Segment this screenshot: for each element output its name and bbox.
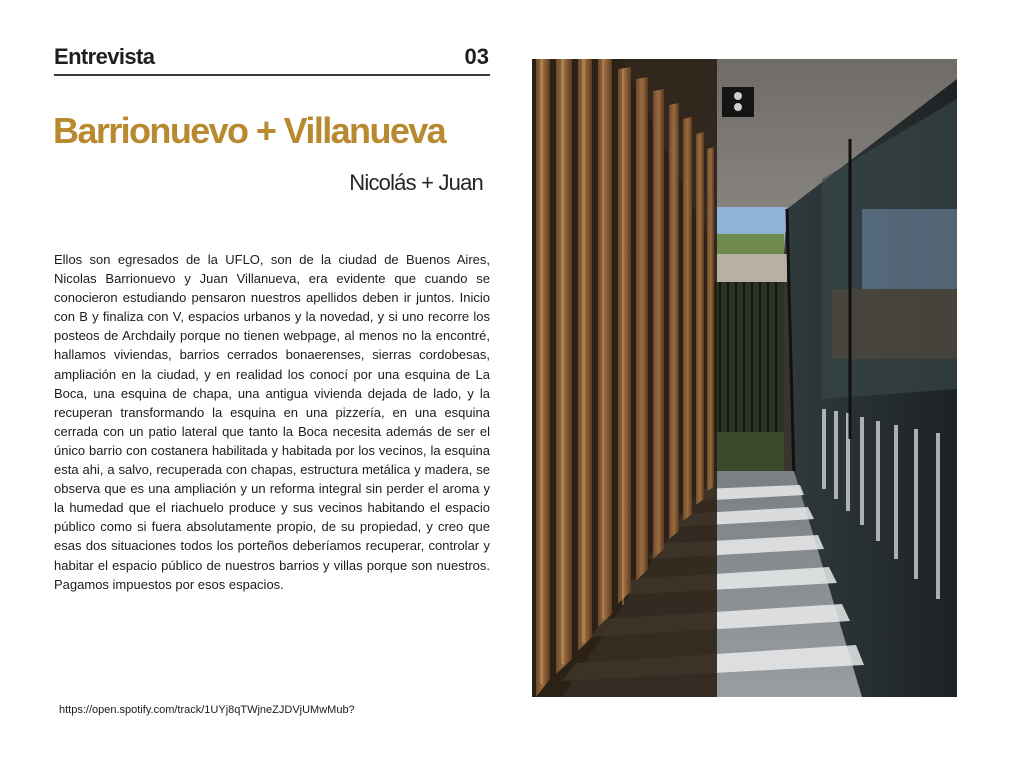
article-subtitle: Nicolás + Juan bbox=[349, 170, 483, 195]
page-header bbox=[54, 42, 490, 76]
page-number: 03 bbox=[464, 44, 489, 69]
spotify-link[interactable]: https://open.spotify.com/track/1UYj8qTWjneZJDVjUMwMub? bbox=[59, 704, 355, 716]
section-label: Entrevista bbox=[54, 44, 155, 69]
corridor-photo bbox=[532, 59, 957, 697]
article-title: Barrionuevo + Villanueva bbox=[53, 110, 446, 151]
article-body: Ellos son egresados de la UFLO, son de la ciudad de Buenos Aires, Nicolas Barrionuevo y Juan Villanueva, era evidente que cuando se conocieron estudiando pensaron nuestros apellidos deben ir juntos. Inicio con B y finaliza con V, espacios urbanos y la novedad, y si uno recorre los posteos de Archdaily porque no tienen webpage, al menos no la encontré, hallamos viviendas, barrios cerrados bonaerenses, sierras cordobesas, ampliación en la ciudad, y en realidad los conocí por una esquina de La Boca, una esquina de chapa, una antigua vivienda dejada de lado, y la recuperan transformando la esquina en una pizzería, en una esquina cerrada con un patio lateral que tanto la Boca necesita además de ser el único barrio con costanera habilitada y habitada por los vecinos, la esquina esta ahi, a salvo, recuperada con chapas, estructura metálica y madera, se observa que es una ampliación y un reforma integral sin perder el aroma y la humedad que el riachuelo produce y sus vecinos habitando el espacio público como si fuera absolutamente propio, de su propiedad, y creo que esas dos situaciones todos los porteños deberíamos recuperar, controlar y habitar el espacio público de nuestros barrios y villas porque son nuestros. Pagamos impuestos por esos espacios. bbox=[54, 252, 490, 592]
